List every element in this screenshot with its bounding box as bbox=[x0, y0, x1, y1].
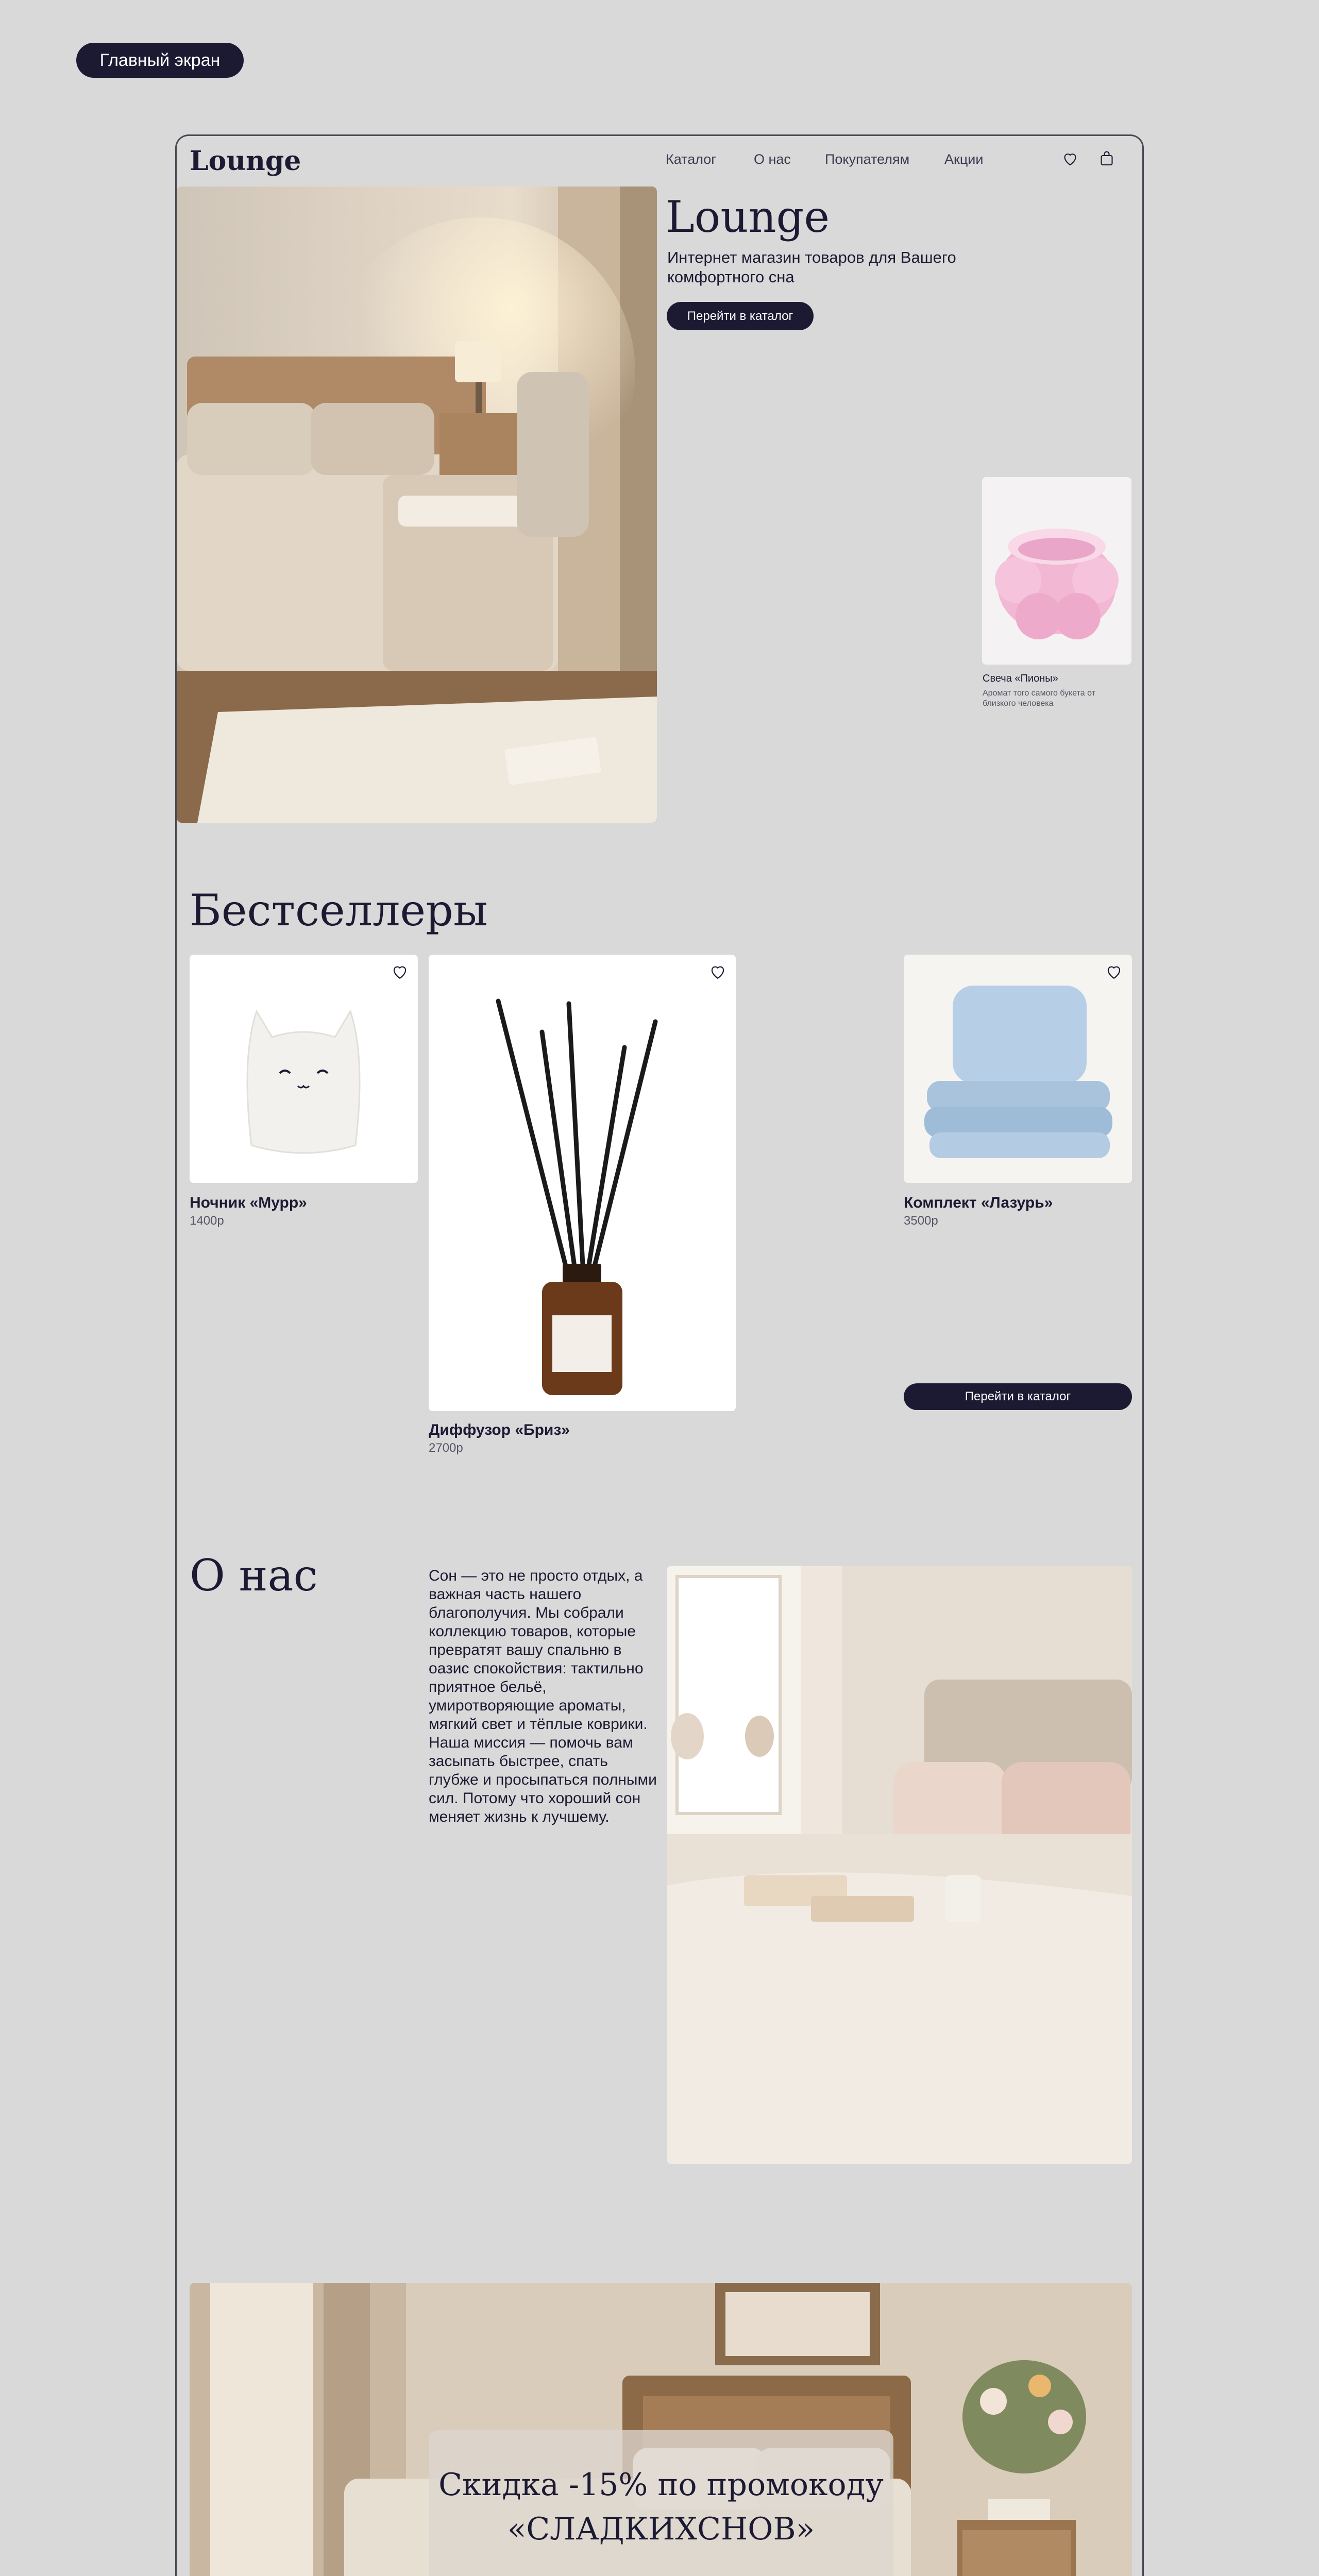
product-name[interactable]: Ночник «Мурр» bbox=[190, 1194, 307, 1211]
product-price: 2700р bbox=[429, 1441, 463, 1455]
screen-label-badge: Главный экран bbox=[76, 43, 244, 78]
logo[interactable]: Lounge bbox=[190, 145, 301, 177]
heart-icon[interactable] bbox=[1104, 962, 1124, 981]
product-name[interactable]: Комплект «Лазурь» bbox=[904, 1194, 1053, 1211]
hero-catalog-button[interactable]: Перейти в каталог bbox=[667, 302, 814, 330]
product-card-diffuser[interactable] bbox=[429, 955, 736, 1411]
page-frame bbox=[175, 134, 1144, 2576]
promo-title bbox=[429, 2463, 893, 2551]
about-text: Сон — это не просто отдых, а важная часть нашего благополучия. Мы собрали коллекцию товаров, которые превратят вашу спальню в оазис спокойствия: тактильно приятное бельё, умиротворяющие ароматы, мягкий свет и тёплые коврики. Наша миссия — помочь вам засыпать быстрее, спать глубже и просыпаться полными сил. Потому что хороший сон меняет жизнь к лучшему. bbox=[429, 1567, 657, 1825]
bestsellers-title: Бестселлеры bbox=[190, 885, 488, 936]
nav-about[interactable]: О нас bbox=[754, 151, 791, 167]
about-title: О нас bbox=[190, 1550, 318, 1601]
product-price: 1400р bbox=[190, 1214, 224, 1228]
heart-icon[interactable] bbox=[1061, 149, 1079, 168]
featured-candle-desc: Аромат того самого букета от близкого человека bbox=[983, 689, 1096, 708]
hero-bedroom-image bbox=[177, 187, 657, 823]
featured-candle-name: Свеча «Пионы» bbox=[983, 673, 1058, 684]
product-price: 3500р bbox=[904, 1214, 938, 1228]
product-card-bedding[interactable] bbox=[904, 955, 1132, 1183]
bag-icon[interactable] bbox=[1097, 149, 1116, 168]
heart-icon[interactable] bbox=[390, 962, 410, 981]
hero-subtitle: Интернет магазин товаров для Вашего комфортного сна bbox=[667, 248, 956, 286]
bestsellers-catalog-button[interactable]: Перейти в каталог bbox=[904, 1383, 1132, 1410]
nav-catalog[interactable]: Каталог bbox=[666, 151, 717, 167]
promo-line-2: «СЛАДКИХСНОВ» bbox=[507, 2511, 815, 2547]
heart-icon[interactable] bbox=[708, 962, 728, 981]
hero-title: Lounge bbox=[666, 192, 830, 242]
nav-customers[interactable]: Покупателям bbox=[825, 151, 910, 167]
product-name[interactable]: Диффузор «Бриз» bbox=[429, 1421, 570, 1438]
promo-line-1: Скидка -15% по промокоду bbox=[438, 2467, 884, 2503]
about-bedroom-image bbox=[667, 1566, 1132, 2164]
product-card-nightlight[interactable] bbox=[190, 955, 418, 1183]
nav-promotions[interactable]: Акции bbox=[944, 151, 984, 167]
featured-candle-card[interactable] bbox=[982, 477, 1131, 665]
